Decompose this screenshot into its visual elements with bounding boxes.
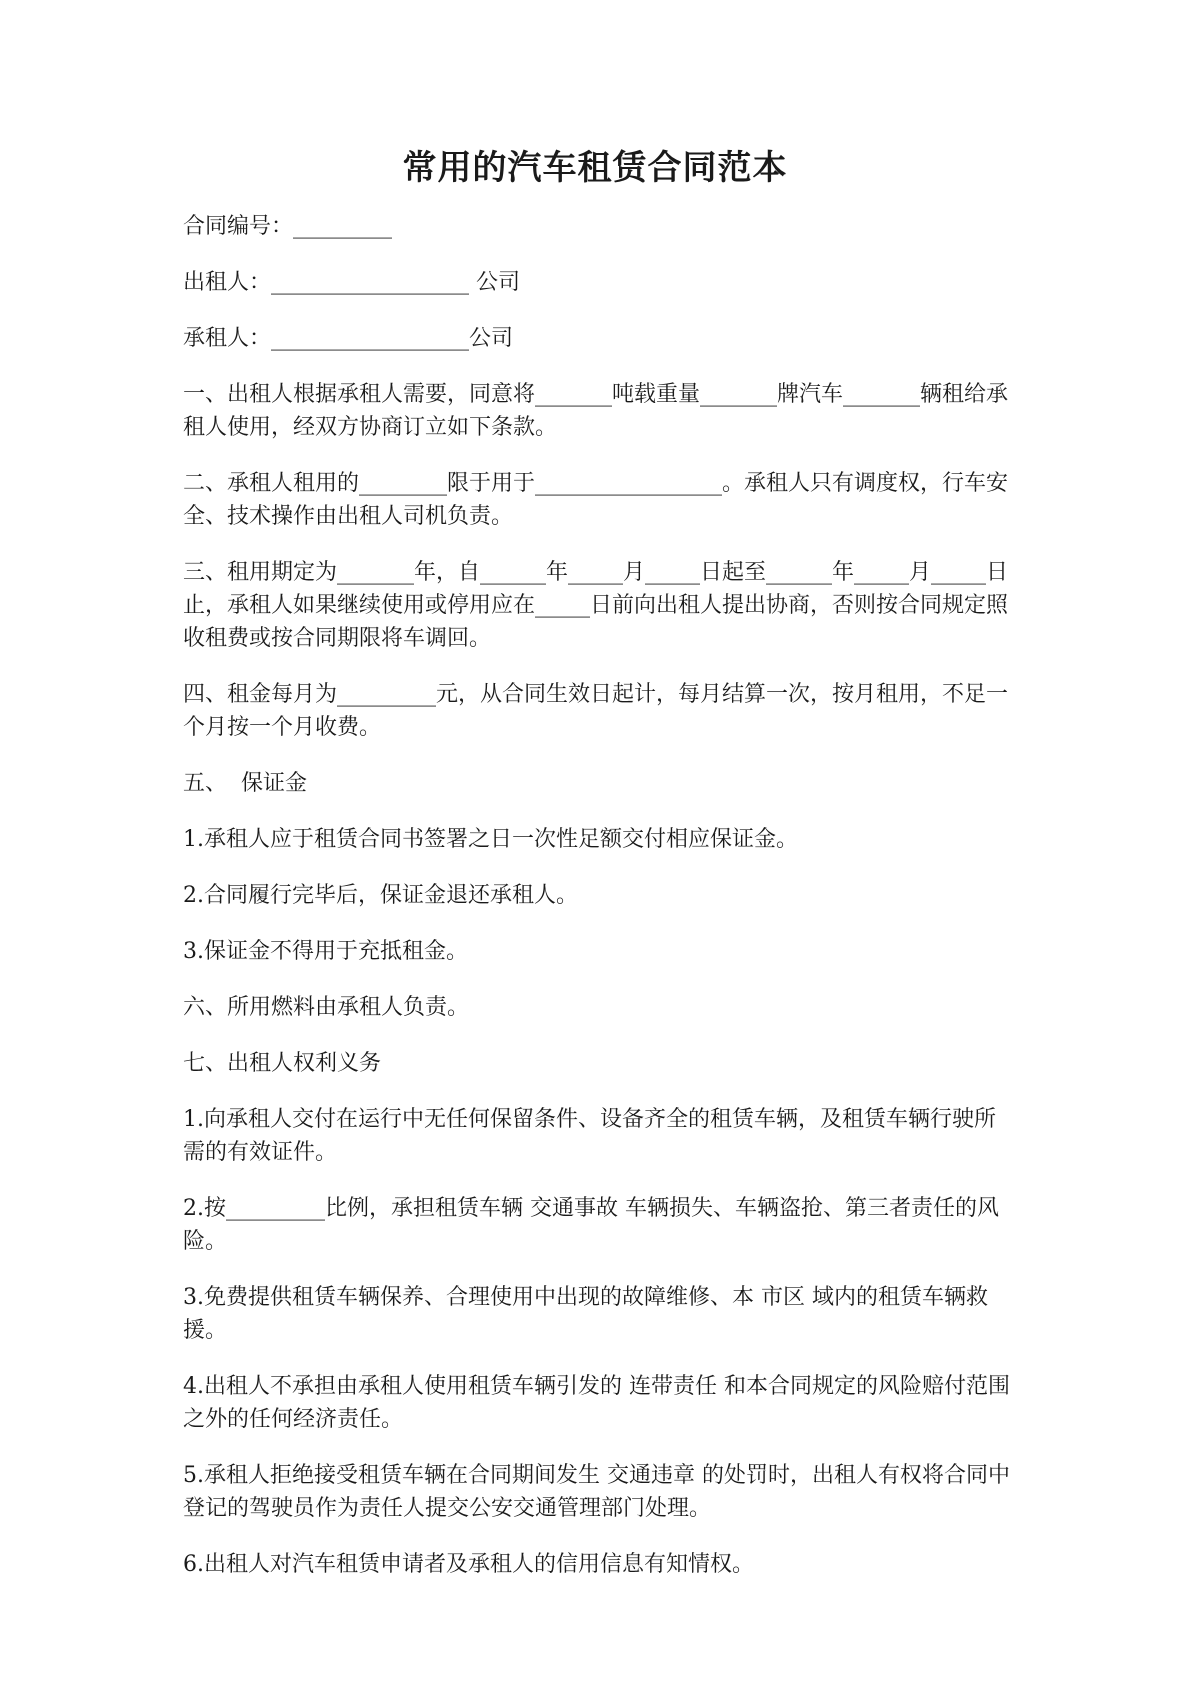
clause-7-item-1: 1.向承租人交付在运行中无任何保留条件、设备齐全的租赁车辆，及租赁车辆行驶所需的有效证件。 — [183, 1107, 996, 1165]
clause-2: 二、承租人租用的________限于用于_________________。承租人只有调度权，行车安全、技术操作由出租人司机负责。 — [183, 471, 1009, 529]
clause-3: 三、租用期定为_______年，自______年_____月_____日起至______年_____月_____日止，承租人如果继续使用或停用应在_____日前向出租人提出协商，否则按合同规定照收租费或按合同期限将车调回。 — [183, 560, 1009, 651]
clause-7-item-6: 6.出租人对汽车租赁申请者及承租人的信用信息有知情权。 — [183, 1552, 754, 1577]
clause-5-item-1: 1.承租人应于租赁合同书签署之日一次性足额交付相应保证金。 — [183, 827, 798, 852]
clause-7-item-4: 4.出租人不承担由承租人使用租赁车辆引发的 连带责任 和本合同规定的风险赔付范围之外的任何经济责任。 — [183, 1374, 1010, 1432]
clause-7-heading: 七、出租人权利义务 — [183, 1051, 382, 1076]
clause-5-item-3: 3.保证金不得用于充抵租金。 — [183, 939, 468, 964]
lessor-line: 出租人：__________________ 公司 — [183, 270, 520, 295]
clause-7-item-2: 2.按_________比例，承担租赁车辆 交通事故 车辆损失、车辆盗抢、第三者责任的风险。 — [183, 1196, 999, 1254]
clause-1: 一、出租人根据承租人需要，同意将_______吨载重量_______牌汽车_______辆租给承租人使用，经双方协商订立如下条款。 — [183, 382, 1009, 440]
clause-4: 四、租金每月为_________元，从合同生效日起计，每月结算一次，按月租用，不足一个月按一个月收费。 — [183, 682, 1009, 740]
lessee-line: 承租人：__________________公司 — [183, 326, 514, 351]
clause-7-item-3: 3.免费提供租赁车辆保养、合理使用中出现的故障维修、本 市区 域内的租赁车辆救援。 — [183, 1285, 988, 1343]
document-body — [183, 210, 1013, 1604]
clause-5-heading: 五、 保证金 — [183, 771, 307, 796]
clause-5-item-2: 2.合同履行完毕后，保证金退还承租人。 — [183, 883, 578, 908]
document-title: 常用的汽车租赁合同范本 — [402, 148, 788, 188]
contract-number-line: 合同编号：_________ — [183, 214, 393, 239]
clause-7-item-5: 5.承租人拒绝接受租赁车辆在合同期间发生 交通违章 的处罚时，出租人有权将合同中登记的驾驶员作为责任人提交公安交通管理部门处理。 — [183, 1463, 1010, 1521]
clause-6: 六、所用燃料由承租人负责。 — [183, 995, 470, 1020]
